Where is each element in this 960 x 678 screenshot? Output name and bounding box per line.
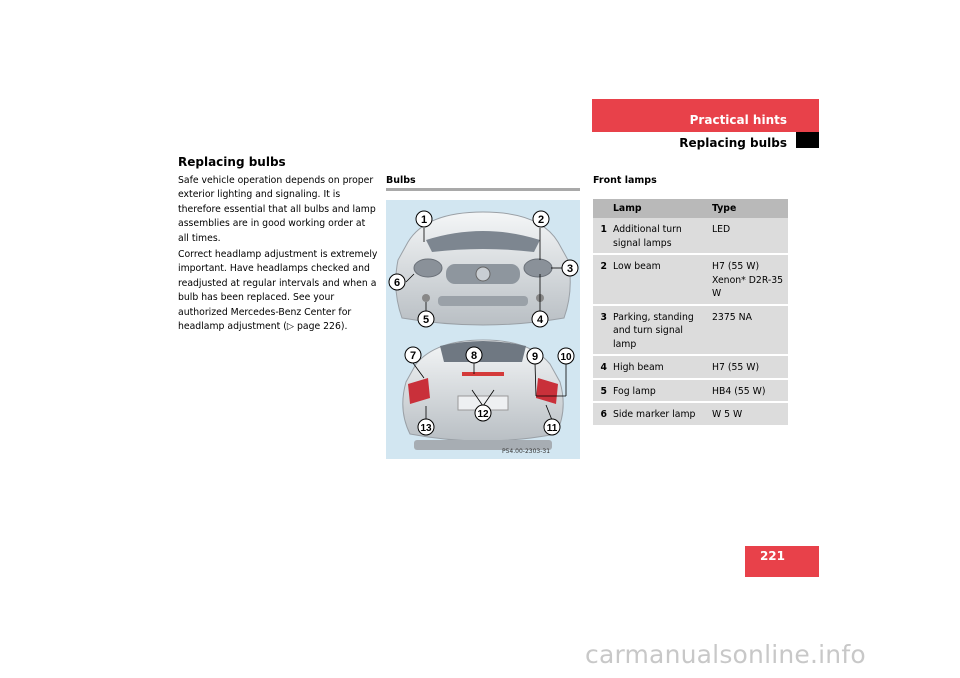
lamp-type: H7 (55 W) Xenon* D2R-35 W	[709, 254, 788, 305]
chapter-title: Practical hints	[689, 113, 787, 127]
section-title: Replacing bulbs	[178, 155, 286, 169]
table-row	[593, 379, 788, 403]
table-row	[593, 402, 788, 426]
lamp-name: Side marker lamp	[610, 402, 709, 426]
figure-code: P54.00-2303-31	[502, 448, 551, 455]
front-lamps-table	[593, 199, 788, 427]
svg-text:4: 4	[536, 314, 544, 326]
table-row	[593, 218, 788, 254]
svg-text:6: 6	[393, 277, 401, 289]
lamp-type: W 5 W	[709, 402, 788, 426]
callout-13	[418, 419, 434, 435]
bulbs-heading: Bulbs	[386, 175, 416, 186]
lamp-header: Lamp	[610, 199, 709, 218]
row-number: 4	[593, 355, 610, 379]
svg-text:7: 7	[409, 350, 417, 362]
row-number: 1	[593, 218, 610, 254]
callout-2	[533, 211, 549, 227]
svg-text:3: 3	[566, 263, 574, 275]
callout-12	[475, 405, 491, 421]
svg-text:11: 11	[546, 423, 558, 434]
table-header-row	[593, 199, 788, 218]
lamp-name: Fog lamp	[610, 379, 709, 403]
car-illustration	[386, 200, 580, 459]
type-header: Type	[709, 199, 788, 218]
bulbs-figure	[386, 200, 580, 459]
table-row	[593, 254, 788, 305]
lamp-type: LED	[709, 218, 788, 254]
svg-text:1: 1	[420, 214, 428, 226]
callout-1	[416, 211, 432, 227]
headlamp-paragraph: Correct headlamp adjustment is extremely important. Have headlamps checked and readjusted at regular intervals and when a bulb has been replaced. See your authorized Mercedes-Benz Center for headlamp adjustment (▷ page 226).	[178, 249, 378, 333]
lamp-type: 2375 NA	[709, 305, 788, 356]
callout-4	[532, 311, 548, 327]
row-number: 5	[593, 379, 610, 403]
callout-3	[562, 260, 578, 276]
lamp-type: H7 (55 W)	[709, 355, 788, 379]
svg-text:12: 12	[477, 409, 489, 420]
svg-text:8: 8	[470, 350, 478, 362]
svg-text:13: 13	[420, 423, 432, 434]
lamp-name: Low beam	[610, 254, 709, 305]
num-header	[593, 199, 610, 218]
callout-5	[418, 311, 434, 327]
row-number: 6	[593, 402, 610, 426]
svg-text:2: 2	[537, 214, 545, 226]
page-number: 221	[759, 549, 785, 563]
front-car	[393, 212, 574, 325]
table-row	[593, 355, 788, 379]
svg-text:5: 5	[422, 314, 430, 326]
svg-text:10: 10	[560, 352, 572, 363]
callout-6	[389, 274, 405, 290]
bulbs-rule	[386, 188, 580, 191]
lamp-name: Additional turn signal lamps	[610, 218, 709, 254]
callout-7	[405, 347, 421, 363]
row-number: 2	[593, 254, 610, 305]
watermark: carmanualsonline.info	[585, 640, 866, 669]
lamp-name: Parking, standing and turn signal lamp	[610, 305, 709, 356]
lamp-name: High beam	[610, 355, 709, 379]
section-subtitle: Replacing bulbs	[679, 136, 787, 150]
callout-8	[466, 347, 482, 363]
row-number: 3	[593, 305, 610, 356]
callout-10	[558, 348, 574, 364]
svg-text:9: 9	[531, 351, 539, 363]
lamp-type: HB4 (55 W)	[709, 379, 788, 403]
intro-paragraph: Safe vehicle operation depends on proper exterior lighting and signaling. It is therefore essential that all bulbs and lamp assemblies are in good working order at all times.	[178, 175, 376, 244]
callout-11	[544, 419, 560, 435]
header-marker	[796, 132, 819, 148]
table-row	[593, 305, 788, 356]
callout-9	[527, 348, 543, 364]
front-lamps-heading: Front lamps	[593, 175, 657, 186]
